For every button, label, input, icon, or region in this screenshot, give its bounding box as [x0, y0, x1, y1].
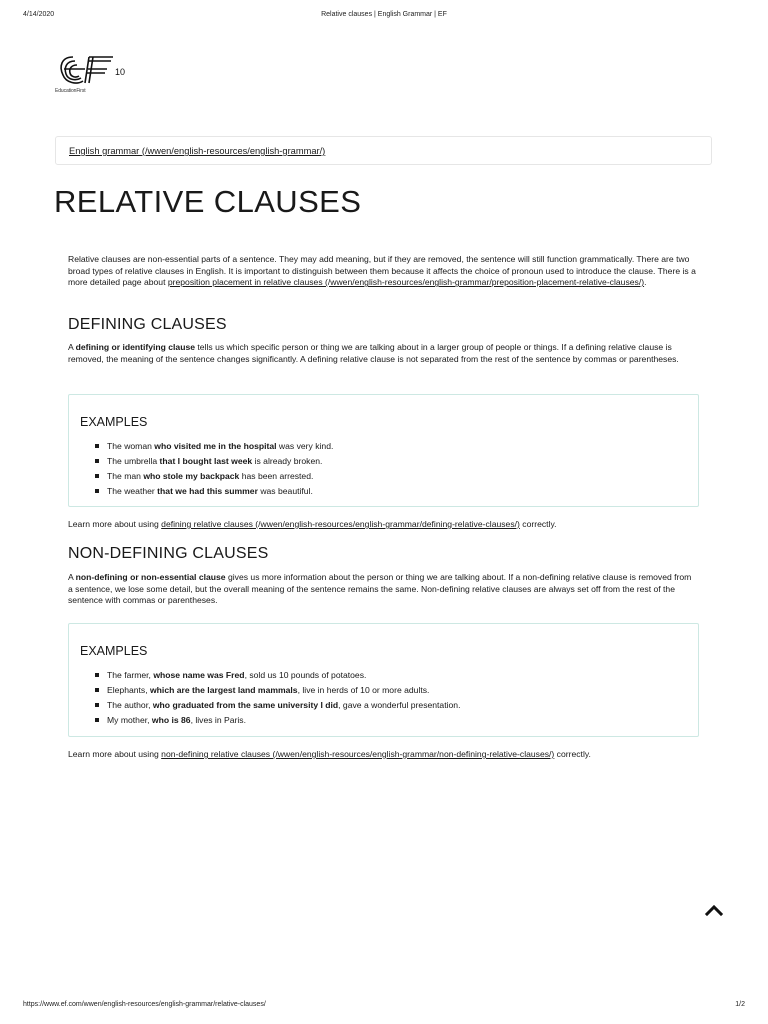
non-defining-learn-more: [68, 749, 698, 761]
example-text: My mother,: [107, 715, 152, 725]
intro-section: [68, 254, 698, 289]
non-defining-desc-start: A: [68, 572, 76, 582]
example-text: has been arrested.: [239, 471, 314, 481]
preposition-placement-link[interactable]: preposition placement in relative clauses (/wwen/english-resources/english-grammar/preposition-placement-relative-clauses/): [167, 277, 645, 288]
logo-tagline: EducationFirst: [55, 88, 86, 94]
example-clause: which are the largest land mammals: [150, 685, 298, 695]
example-clause: who is 86: [151, 715, 191, 725]
non-defining-examples-box: [68, 623, 699, 737]
list-item: [107, 439, 333, 454]
intro-paragraph: [68, 254, 698, 289]
page-title: RELATIVE CLAUSES: [54, 184, 362, 219]
list-item: [107, 683, 460, 698]
example-text: , live in herds of 10 or more adults.: [297, 685, 430, 695]
example-text: The umbrella: [107, 456, 160, 466]
non-defining-examples-list: [107, 668, 460, 728]
defining-examples-title: EXAMPLES: [80, 415, 148, 429]
example-text: , gave a wonderful presentation.: [338, 700, 461, 710]
logo-suffix: 10: [115, 67, 126, 77]
example-clause: that we had this summer: [157, 486, 258, 496]
intro-text: Relative clauses are non-essential parts of a sentence. They may add meaning, but if they are removed, the sentence will still function grammatically. There are two broad types of relative clauses in English. It is important to distinguish between them because it affects the choice of pronoun used to introduce the clause. There is a more detailed page about: [68, 254, 696, 288]
non-defining-desc-rest: gives us more information about the person or thing we are talking about. If a non-defining relative clause is removed from a sentence, we lose some detail, but the overall meaning of the sentence remains the same. Non-defining relative clauses are always set off from the rest of the sentence with commas or parentheses.: [68, 572, 692, 606]
defining-clauses-heading: DEFINING CLAUSES: [68, 316, 227, 333]
example-clause: who graduated from the same university I did: [152, 700, 339, 710]
example-text: is already broken.: [252, 456, 323, 466]
example-clause: who stole my backpack: [143, 471, 240, 481]
example-text: The author,: [107, 700, 153, 710]
defining-examples-box: [68, 394, 699, 507]
list-item: [107, 484, 333, 499]
learn-more-text: Learn more about using: [68, 749, 162, 759]
non-defining-relative-clauses-link[interactable]: non-defining relative clauses (/wwen/english-resources/english-grammar/non-defining-relative-clauses/): [161, 749, 555, 759]
non-defining-description: [68, 572, 698, 607]
non-defining-clauses-heading: NON-DEFINING CLAUSES: [68, 545, 269, 562]
list-item: [107, 668, 460, 683]
learn-more-text-end: correctly.: [519, 519, 557, 529]
defining-relative-clauses-link[interactable]: defining relative clauses (/wwen/english-resources/english-grammar/defining-relative-clauses/): [161, 519, 520, 529]
ef-logo-mark: [55, 53, 135, 89]
learn-more-text-end: correctly.: [554, 749, 591, 759]
list-item: [107, 713, 460, 728]
non-defining-examples-title: EXAMPLES: [80, 644, 148, 658]
example-text: Elephants,: [107, 685, 150, 695]
defining-learn-more: [68, 519, 698, 531]
list-item: [107, 454, 333, 469]
chevron-up-icon: [704, 902, 724, 918]
learn-more-text: Learn more about using: [68, 519, 162, 529]
non-defining-paragraph: [68, 572, 698, 607]
example-text: The weather: [107, 486, 158, 496]
defining-learn-more-paragraph: [68, 519, 698, 531]
back-to-top-button[interactable]: [704, 902, 724, 918]
print-date: 4/14/2020: [23, 11, 55, 18]
list-item: [107, 469, 333, 484]
print-header: [23, 11, 745, 23]
breadcrumb: [55, 136, 712, 165]
example-clause: who visited me in the hospital: [154, 441, 277, 451]
non-defining-learn-more-paragraph: [68, 749, 698, 761]
print-footer: [23, 1001, 745, 1013]
example-clause: whose name was Fred: [153, 670, 245, 680]
defining-desc-bold: defining or identifying clause: [75, 342, 196, 352]
list-item: [107, 698, 460, 713]
breadcrumb-link-english-grammar[interactable]: English grammar (/wwen/english-resources/english-grammar/): [69, 146, 326, 156]
example-text: The farmer,: [107, 670, 154, 680]
page-number: 1/2: [735, 1001, 745, 1008]
print-title: Relative clauses | English Grammar | EF: [321, 11, 447, 18]
example-text: was very kind.: [276, 441, 334, 451]
example-text: The woman: [107, 441, 155, 451]
defining-desc-start: A: [68, 342, 76, 352]
intro-text-end: .: [644, 277, 647, 288]
defining-description: [68, 342, 698, 365]
print-url: https://www.ef.com/wwen/english-resources/english-grammar/relative-clauses/: [23, 1001, 266, 1008]
ef-logo[interactable]: [55, 53, 135, 95]
example-text: was beautiful.: [257, 486, 313, 496]
example-text: The man: [107, 471, 144, 481]
example-clause: that I bought last week: [159, 456, 253, 466]
example-text: , lives in Paris.: [190, 715, 246, 725]
defining-paragraph: [68, 342, 698, 365]
defining-desc-rest: tells us which specific person or thing we are talking about in a larger group of people or things. If a defining relative clause is removed, the meaning of the sentence changes significantly. A defining relative clause is not separated from the rest of the sentence by commas or parentheses.: [68, 342, 679, 364]
non-defining-desc-bold: non-defining or non-essential clause: [75, 572, 226, 582]
example-text: , sold us 10 pounds of potatoes.: [244, 670, 367, 680]
defining-examples-list: [107, 439, 333, 499]
